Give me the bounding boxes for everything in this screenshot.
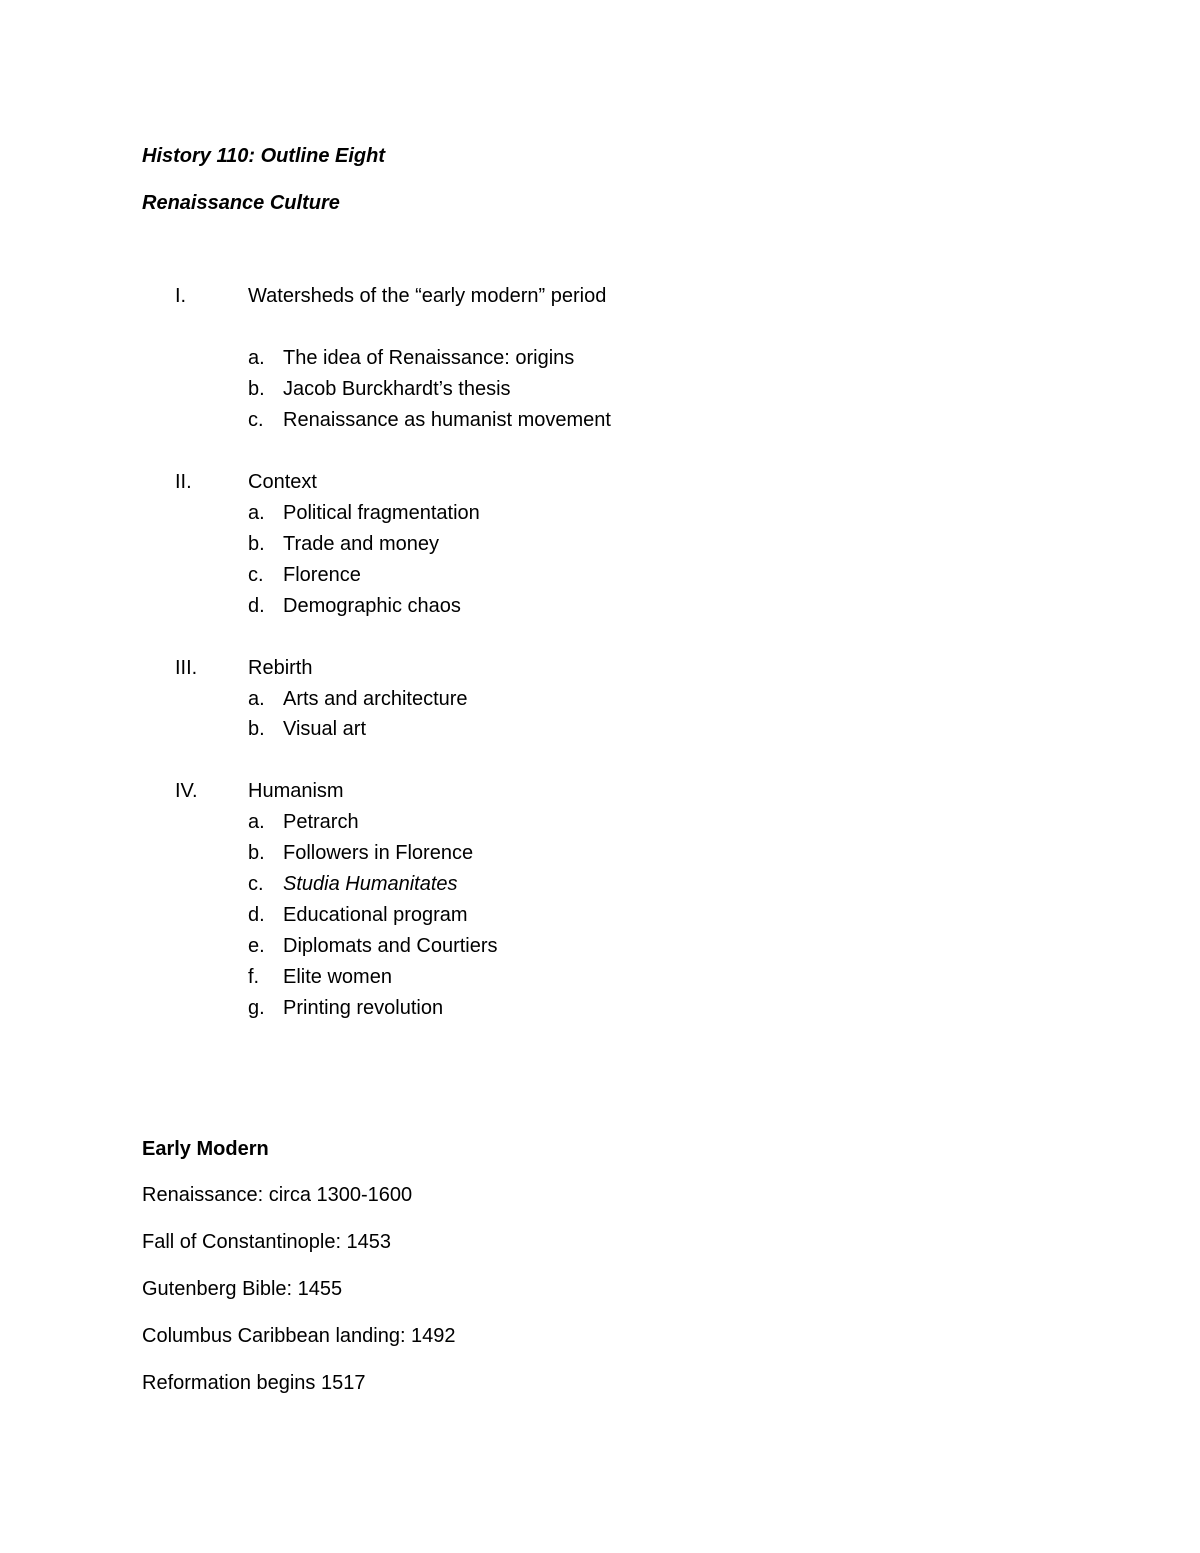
timeline-item: Gutenberg Bible: 1455 [142,1278,343,1300]
item-letter: a. [248,347,265,369]
outline-item: Political fragmentation [283,502,480,524]
item-letter: c. [248,873,264,895]
outline-item: The idea of Renaissance: origins [283,347,575,369]
outline-item: Elite women [283,966,392,988]
section-heading: Rebirth [248,657,313,679]
outline-item: Trade and money [283,533,440,555]
item-letter: b. [248,533,265,555]
item-letter: b. [248,378,265,400]
outline-item: Renaissance as humanist movement [283,409,611,431]
item-letter: a. [248,502,265,524]
item-letter: a. [248,811,265,833]
section-heading: Watersheds of the “early modern” period [248,285,607,307]
document-subtitle: Renaissance Culture [142,192,340,214]
item-letter: b. [248,718,265,740]
outline-item: Followers in Florence [283,842,474,864]
timeline-item: Columbus Caribbean landing: 1492 [142,1325,456,1347]
section-heading: Context [248,471,317,493]
item-letter: b. [248,842,265,864]
item-letter: g. [248,997,265,1019]
item-letter: f. [248,966,260,988]
item-letter: d. [248,904,265,926]
outline-item: Printing revolution [283,997,444,1019]
outline-item: Diplomats and Courtiers [283,935,498,957]
timeline-item: Renaissance: circa 1300-1600 [142,1184,413,1206]
section-numeral: II. [175,471,192,493]
item-letter: a. [248,688,265,710]
outline-item: Educational program [283,904,468,926]
outline-item: Demographic chaos [283,595,461,617]
section-numeral: III. [175,657,198,679]
document-title: History 110: Outline Eight [142,145,385,167]
outline-item: Arts and architecture [283,688,468,710]
item-letter: d. [248,595,265,617]
timeline-heading: Early Modern [142,1138,269,1160]
item-letter: c. [248,409,264,431]
outline-item: Visual art [283,718,367,740]
section-numeral: I. [175,285,187,307]
item-letter: e. [248,935,265,957]
timeline-item: Reformation begins 1517 [142,1372,366,1394]
timeline-item: Fall of Constantinople: 1453 [142,1231,392,1253]
section-numeral: IV. [175,780,198,802]
outline-item: Jacob Burckhardt’s thesis [283,378,511,400]
outline-item: Studia Humanitates [283,873,458,895]
section-heading: Humanism [248,780,344,802]
outline-item: Petrarch [283,811,359,833]
outline-item: Florence [283,564,361,586]
item-letter: c. [248,564,264,586]
